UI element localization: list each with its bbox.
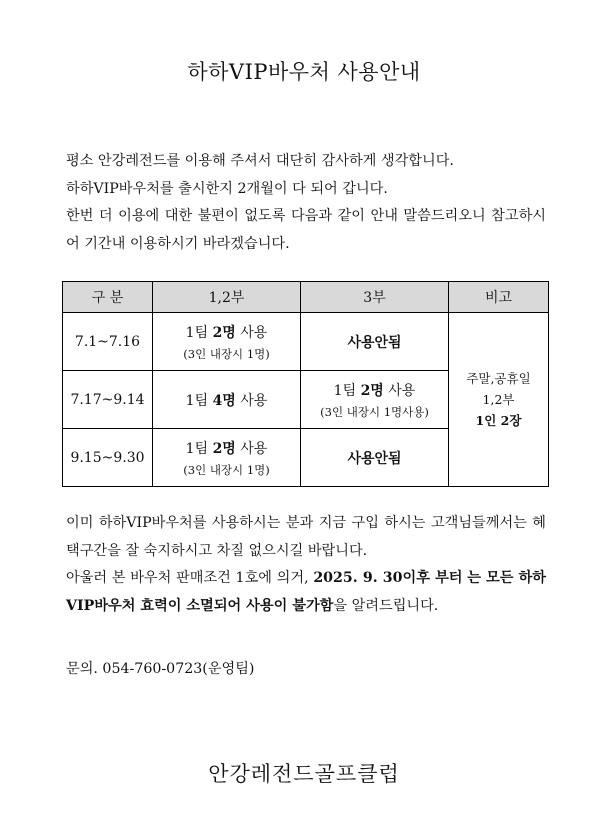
note-line: 1,2부 <box>482 392 515 407</box>
people-count: 2명 <box>360 382 384 399</box>
team-text: 1팀 <box>185 440 213 457</box>
outro-section <box>66 510 546 620</box>
team-text: 1팀 <box>185 392 213 409</box>
period-cell: 7.1~7.16 <box>63 313 153 371</box>
use-text: 사용 <box>235 440 268 457</box>
condition-note: (3인 내장시 1명) <box>183 462 270 477</box>
header-period: 구 분 <box>63 282 153 313</box>
use-text: 사용 <box>235 324 268 341</box>
intro-paragraph: 평소 안강레전드를 이용해 주셔서 대단히 감사하게 생각합니다. <box>66 153 454 169</box>
part12-cell <box>153 371 301 429</box>
condition-note: (3인 내장시 1명) <box>183 346 270 361</box>
use-text: 사용 <box>235 392 268 409</box>
outro-text: 을 알려드립니다. <box>333 597 439 614</box>
period-cell: 7.17~9.14 <box>63 371 153 429</box>
outro-paragraph <box>66 565 546 620</box>
table-row <box>63 313 549 371</box>
condition-note: (3인 내장시 1명사용) <box>320 404 429 419</box>
people-count: 4명 <box>212 392 236 409</box>
part3-cell <box>301 371 449 429</box>
outro-paragraph: 이미 하하VIP바우처를 사용하시는 분과 지금 구입 하시는 고객님들께서는 혜택구간을 잘 숙지하시고 차질 없으시길 바랍니다. <box>66 515 546 559</box>
use-text: 사용 <box>383 382 416 399</box>
part12-cell <box>153 429 301 487</box>
header-part12: 1,2부 <box>153 282 301 313</box>
intro-paragraph: 하하VIP바우처를 출시한지 2개월이 다 되어 갑니다. <box>66 180 388 197</box>
team-text: 1팀 <box>333 382 361 399</box>
note-cell <box>449 313 549 487</box>
people-count: 2명 <box>212 440 236 457</box>
note-line: 1인 2장 <box>475 413 522 428</box>
expiry-date: 2025. 9. 30이후 부터 <box>313 570 463 586</box>
document-title: 하하VIP바우처 사용안내 <box>187 60 421 84</box>
table-header-row <box>63 282 549 313</box>
intro-section <box>66 148 546 258</box>
intro-paragraph: 한번 더 이용에 대한 불편이 없도록 다음과 같이 안내 말씀드리오니 참고하시어 기간내 이용하시기 바라겠습니다. <box>66 208 546 252</box>
part3-cell: 사용안됨 <box>301 429 449 487</box>
period-cell: 9.15~9.30 <box>63 429 153 487</box>
outro-text: 아울러 본 바우처 판매조건 1호에 의거, <box>66 570 314 586</box>
contact-info: 문의. 054-760-0723(운영팀) <box>66 661 255 677</box>
part3-cell: 사용안됨 <box>301 313 449 371</box>
voucher-usage-table <box>62 281 549 487</box>
header-note: 비고 <box>449 282 549 313</box>
club-name: 안강레전드골프클럽 <box>208 762 400 786</box>
expiry-notice: 는 모든 하하VIP바우처 효력이 소멸되어 사용이 불가함 <box>66 570 546 614</box>
note-line: 주말,공휴일 <box>466 371 531 386</box>
header-part3: 3부 <box>301 282 449 313</box>
team-text: 1팀 <box>185 324 213 341</box>
part12-cell <box>153 313 301 371</box>
people-count: 2명 <box>212 324 236 341</box>
